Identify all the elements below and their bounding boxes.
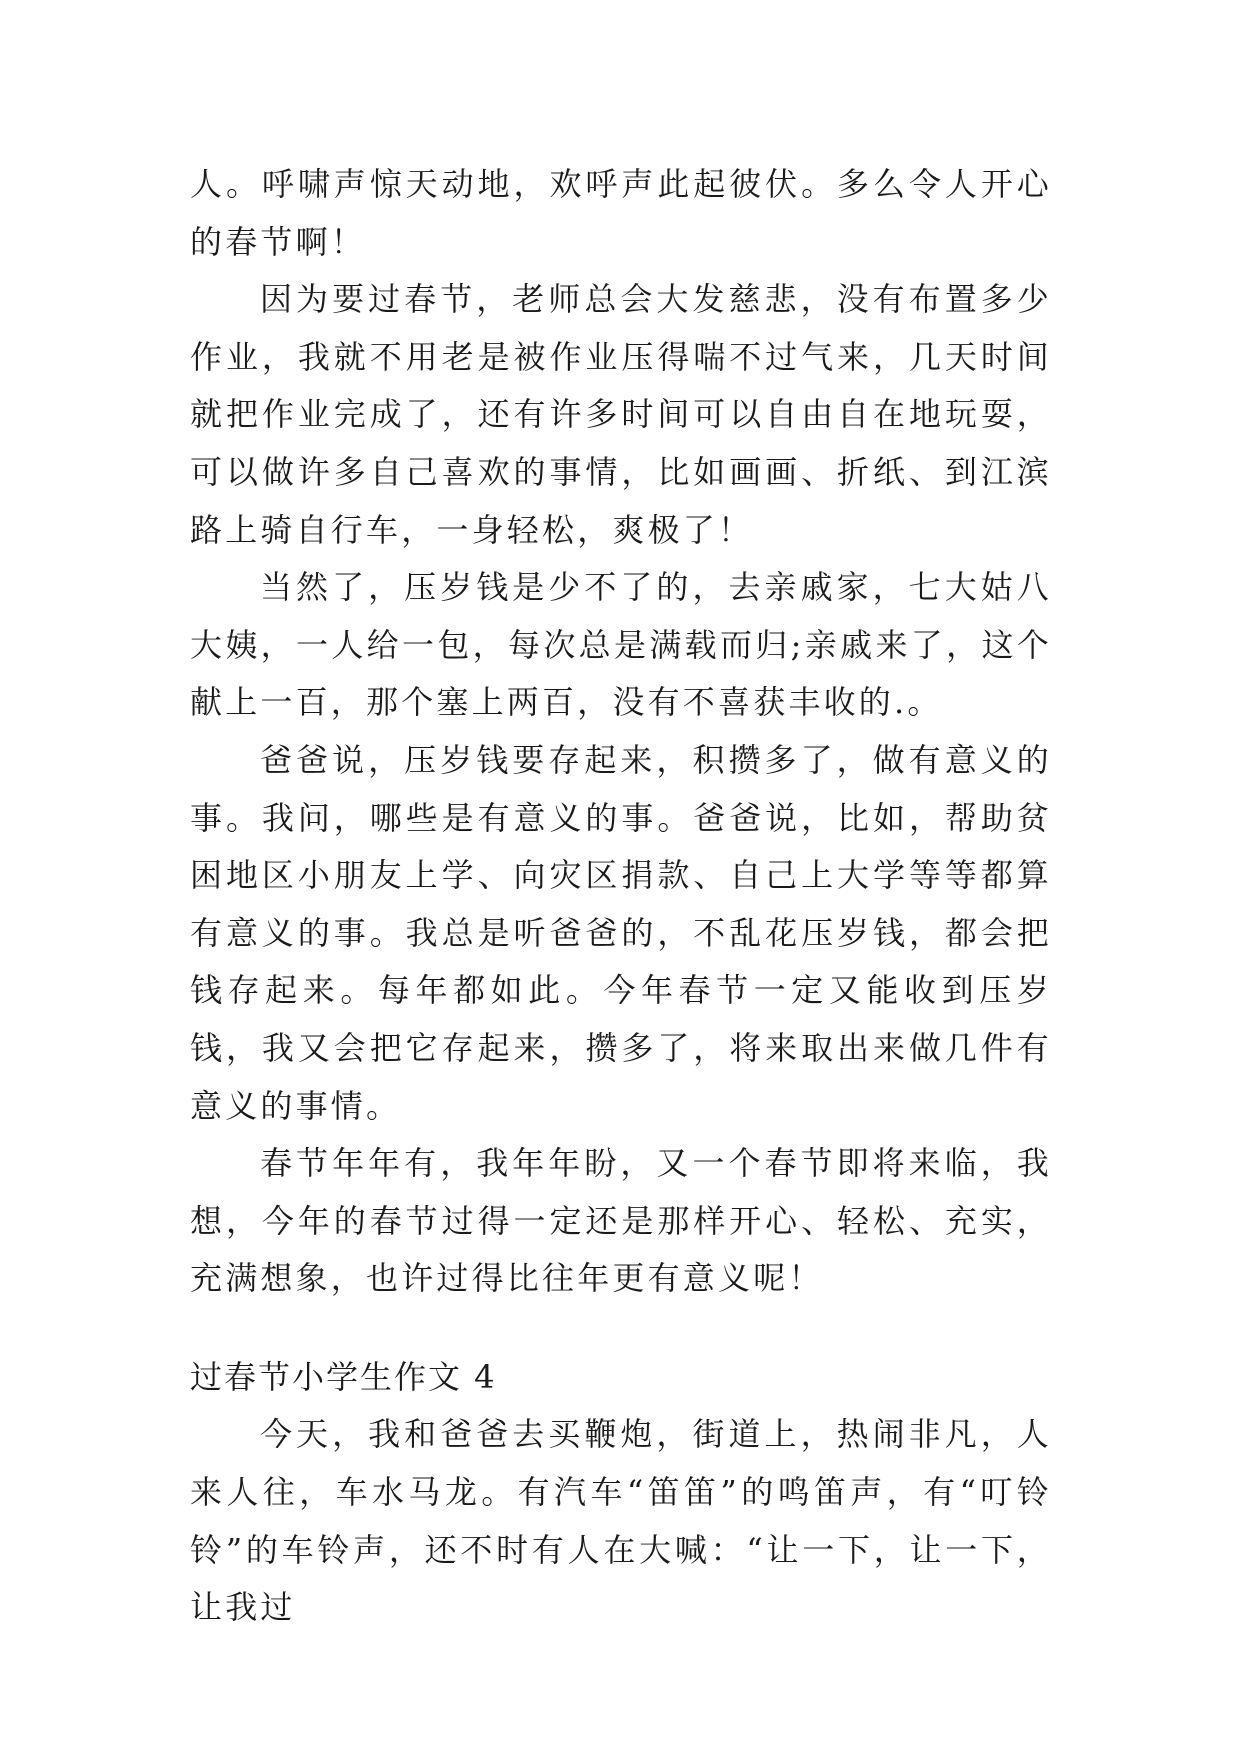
section-title: 过春节小学生作文 4 [190, 1357, 497, 1396]
paragraph-lucky-money: 当然了，压岁钱是少不了的，去亲戚家，七大姑八大姨，一人给一包，每次总是满载而归;亲戚来了，这个献上一百，那个塞上两百，没有不喜获丰收的.。 [190, 568, 1052, 722]
paragraph-continuation: 人。呼啸声惊天动地，欢呼声此起彼伏。多么令人开心的春节啊！ [190, 165, 1052, 261]
section-spacer [190, 1308, 1052, 1349]
paragraph-conclusion: 春节年年有，我年年盼，又一个春节即将来临，我想，今年的春节过得一定还是那样开心、轻松、充实，充满想象，也许过得比往年更有意义呢！ [190, 1144, 1052, 1298]
paragraph-firecrackers: 今天，我和爸爸去买鞭炮，街道上，热闹非凡，人来人往，车水马龙。有汽车“笛笛”的鸣笛声，有“叮铃铃”的车铃声，还不时有人在大喊：“让一下，让一下，让我过 [190, 1415, 1052, 1627]
paragraph-father-advice: 爸爸说，压岁钱要存起来，积攒多了，做有意义的事。我问，哪些是有意义的事。爸爸说，比如，帮助贫困地区小朋友上学、向灾区捐款、自己上大学等等都算有意义的事。我总是听爸爸的，不乱花压岁钱，都会把钱存起来。每年都如此。今年春节一定又能收到压岁钱，我又会把它存起来，攒多了，将来取出来做几件有意义的事情。 [190, 740, 1052, 1125]
document-body [190, 156, 1052, 1637]
paragraph-homework: 因为要过春节，老师总会大发慈悲，没有布置多少作业，我就不用老是被作业压得喘不过气来，几天时间就把作业完成了，还有许多时间可以自由自在地玩耍，可以做许多自己喜欢的事情，比如画画、折纸、到江滨路上骑自行车，一身轻松，爽极了！ [190, 280, 1052, 549]
